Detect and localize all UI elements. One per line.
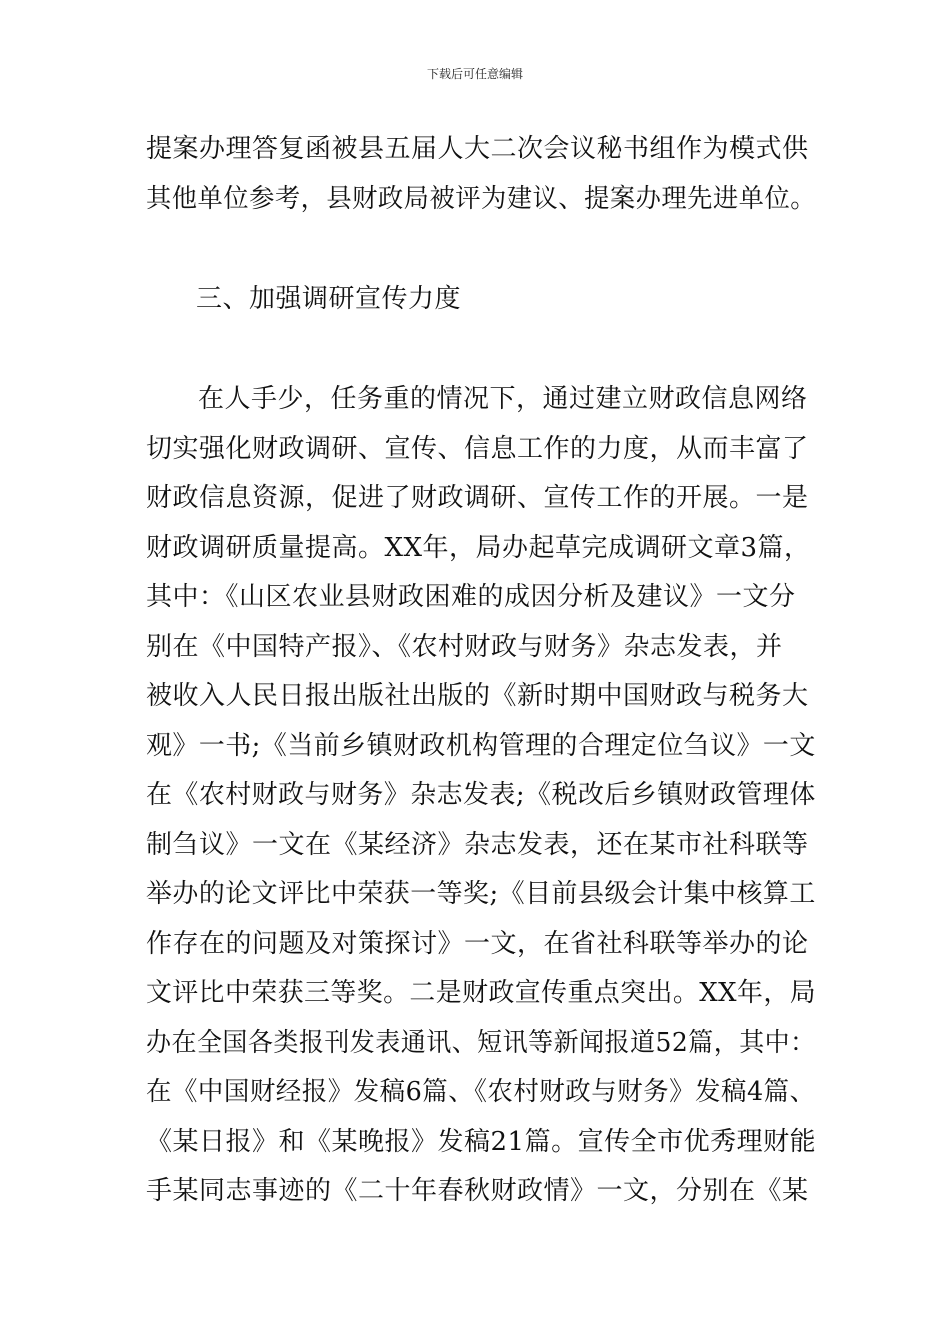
text-line: 制刍议》一文在《某经济》杂志发表，还在某市社科联等 (146, 829, 809, 860)
text-line: 其他单位参考，县财政局被评为建议、提案办理先进单位。 (146, 183, 816, 214)
text-line: 在《农村财政与财务》杂志发表;《税改后乡镇财政管理体 (146, 780, 816, 810)
text-line: 文评比中荣获三等奖。二是财政宣传重点突出。XX年，局 (146, 978, 817, 1008)
text-line-first: 在人手少，任务重的情况下，通过建立财政信息网络 (198, 384, 808, 414)
text-line: 提案办理答复函被县五届人大二次会议秘书组作为模式供 (146, 134, 809, 164)
page-header-note: 下载后可任意编辑 (426, 67, 523, 81)
text-line: 财政信息资源，促进了财政调研、宣传工作的开展。一是 (146, 483, 809, 513)
section-heading-text: 三、加强调研宣传力度 (196, 284, 462, 314)
text-line: 切实强化财政调研、宣传、信息工作的力度，从而丰富了 (146, 433, 809, 464)
text-line: 观》一书;《当前乡镇财政机构管理的合理定位刍议》一文 (146, 730, 816, 761)
text-line: 办在全国各类报刊发表通讯、短讯等新闻报道52篇，其中： (146, 1027, 816, 1058)
text-line: 财政调研质量提高。XX年，局办起草完成调研文章3篇， (146, 532, 811, 563)
text-line: 在《中国财经报》发稿6篇、《农村财政与财务》发稿4篇、 (146, 1077, 816, 1107)
text-line: 别在《中国特产报》、《农村财政与财务》杂志发表，并 (146, 631, 783, 662)
text-line: 举办的论文评比中荣获一等奖;《目前县级会计集中核算工 (146, 879, 816, 909)
text-line: 被收入人民日报出版社出版的《新时期中国财政与税务大 (146, 681, 809, 711)
text-line: 手某同志事迹的《二十年春秋财政情》一文，分别在《某 (146, 1176, 809, 1206)
paragraph-continued (146, 125, 816, 224)
text-line: 《某日报》和《某晚报》发稿21篇。宣传全市优秀理财能 (146, 1126, 817, 1157)
section-heading (196, 275, 866, 325)
text-line: 作存在的问题及对策探讨》一文，在省社科联等举办的论 (146, 928, 809, 959)
text-line: 其中：《山区农业县财政困难的成因分析及建议》一文分 (146, 582, 796, 612)
paragraph-body (146, 375, 816, 1217)
